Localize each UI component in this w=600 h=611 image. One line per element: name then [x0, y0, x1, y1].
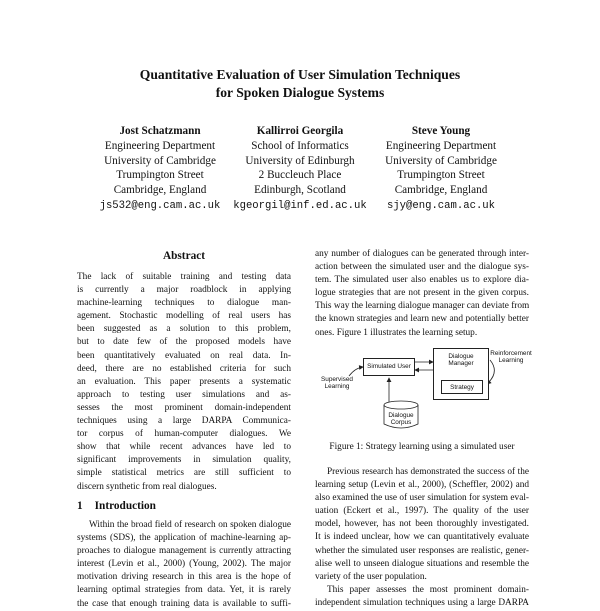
abstract-line: significant improvements in simulation quality, — [77, 455, 291, 466]
reinforcement-learning-label — [487, 350, 535, 364]
dialogue-manager-label: Dialogue — [448, 353, 474, 360]
abstract-line: an evaluation. This paper presents a systematic — [77, 376, 291, 387]
abstract-line: sesses the most prominent domain-independent — [77, 402, 291, 413]
figure-1-diagram — [315, 342, 532, 432]
author-address: Trumpington Street — [116, 169, 204, 182]
abstract-line: but to date few of the proposed models have — [77, 337, 291, 348]
simulated-user-box: Simulated User — [363, 358, 415, 376]
author-affiliation: School of Informatics — [251, 139, 349, 152]
abstract-line: machine-learning techniques to dialogue man- — [77, 298, 291, 309]
body-line: ones. Figure 1 illustrates the learning setup. — [315, 327, 478, 338]
abstract-line: is currently a major roadblock in applying — [77, 285, 291, 296]
abstract-line: discern synthetic from real dialogues. — [77, 481, 217, 492]
body-line: This paper assesses the most prominent domain- — [327, 585, 529, 595]
section-title: Introduction — [94, 500, 156, 512]
right-column-paragraph-2 — [315, 466, 529, 584]
author-email: js532@eng.cam.ac.uk — [99, 199, 221, 212]
intro-line: motivation driving research in this area is the hope of — [77, 572, 291, 583]
body-line: It is indeed unclear, how we can quantitatively evaluate — [315, 532, 529, 543]
introduction-body — [77, 519, 291, 611]
abstract-line: been suggested as a solution to this problem, — [77, 324, 291, 335]
intro-line: interest (Levin et al., 2000) (Young, 2002). The major — [77, 559, 291, 570]
abstract-line: approach to testing user simulations and as- — [77, 389, 291, 400]
author-affiliation: University of Cambridge — [385, 154, 497, 167]
abstract-heading: Abstract — [162, 250, 206, 262]
label-line: Corpus — [390, 419, 412, 427]
right-column-paragraph-1 — [315, 248, 529, 340]
author-name: Jost Schatzmann — [119, 125, 201, 137]
corpus-cylinder-top — [384, 401, 418, 409]
figure-1-caption: Figure 1: Strategy learning using a simulated user — [329, 442, 515, 452]
body-line: Previous research has demonstrated the success of the — [327, 467, 529, 477]
abstract-line: show that while recent advances have led to — [77, 442, 291, 453]
label-line: Dialogue — [388, 412, 414, 419]
supervised-learning-label — [317, 376, 357, 390]
label-line: Supervised — [321, 376, 353, 383]
author-affiliation: University of Cambridge — [104, 154, 216, 167]
label-line: Learning — [498, 357, 524, 365]
body-line: the known strategies and learn new and potentially better — [315, 314, 529, 325]
body-line: whether the simulated user responses are realistic, gener- — [315, 545, 529, 556]
author-block — [341, 124, 541, 214]
abstract-line: been quantitatively evaluated on real data. In- — [77, 350, 291, 361]
intro-line: Within the broad field of research on spoken dialogue — [89, 520, 291, 530]
author-address: Cambridge, England — [113, 184, 207, 197]
author-affiliation: Engineering Department — [104, 139, 216, 152]
title-line-1: Quantitative Evaluation of User Simulation Techniques — [139, 67, 461, 82]
body-line: any number of dialogues can be generated through inter- — [315, 249, 529, 259]
abstract-line: techniques using a large DARPA Communica- — [77, 416, 291, 427]
abstract-line: agement. Stochastic modelling of real users has — [77, 311, 291, 322]
body-line: This way the learning dialogue manager can deviate from — [315, 301, 529, 312]
body-line: alise well to unseen dialogue situations and resemble the — [315, 558, 529, 569]
paper-title — [0, 66, 600, 102]
body-line: variety of the user population. — [315, 571, 427, 582]
abstract-line: deed, there are no established criteria for such — [77, 363, 291, 374]
dialogue-manager-label: Manager — [448, 360, 474, 368]
author-address: 2 Buccleuch Place — [258, 169, 342, 182]
body-line: logue strategies that are not present in the given corpus. — [315, 288, 529, 299]
abstract-line: simple statistical metrics are still sufficient to — [77, 468, 291, 479]
dialogue-corpus-label — [384, 412, 418, 426]
intro-line: systems (SDS), the application of machine-learning ap- — [77, 533, 291, 544]
intro-line: the case that enough training data is available to suffi- — [77, 598, 291, 609]
body-line: uation (Eckert et al., 1997). The quality of the user — [315, 506, 529, 517]
body-line: learning setup (Levin et al., 2000), (Scheffler, 2002) and — [315, 480, 529, 491]
body-line: tem. The simulated user also enables us to explore dia- — [315, 275, 529, 286]
author-email: kgeorgil@inf.ed.ac.uk — [233, 199, 367, 212]
author-address: Edinburgh, Scotland — [254, 184, 346, 197]
abstract-body — [77, 271, 291, 494]
author-address: Trumpington Street — [397, 169, 485, 182]
body-line: action between the simulated user and the dialogue sys- — [315, 262, 529, 273]
body-line: also examined the use of user simulation for system eval- — [315, 493, 529, 504]
intro-line: learning optimal strategies from data. Yet, it is rarely — [77, 585, 291, 596]
body-line: model, however, has not been thoroughly investigated. — [315, 519, 529, 530]
abstract-line: The lack of suitable training and testing data — [77, 272, 291, 282]
body-line: independent simulation techniques using a large DARPA — [315, 598, 529, 609]
author-name: Steve Young — [411, 125, 471, 137]
author-affiliation: Engineering Department — [385, 139, 497, 152]
abstract-line: tor corpus of human-computer dialogues. We — [77, 429, 291, 440]
arrow-supervised-learning — [349, 367, 363, 376]
author-affiliation: University of Edinburgh — [245, 154, 355, 167]
author-address: Cambridge, England — [394, 184, 488, 197]
title-line-2: for Spoken Dialogue Systems — [215, 85, 385, 100]
label-line: Learning — [324, 383, 350, 391]
section-heading-introduction — [77, 500, 156, 512]
author-email: sjy@eng.cam.ac.uk — [386, 199, 496, 212]
label-line: Reinforcement — [490, 350, 532, 357]
author-name: Kallirroi Georgila — [256, 125, 344, 137]
right-column-paragraph-3 — [315, 584, 529, 610]
strategy-box: Strategy — [441, 380, 483, 394]
intro-line: proaches to dialogue management is currently attracting — [77, 546, 291, 557]
section-number: 1 — [77, 500, 83, 512]
